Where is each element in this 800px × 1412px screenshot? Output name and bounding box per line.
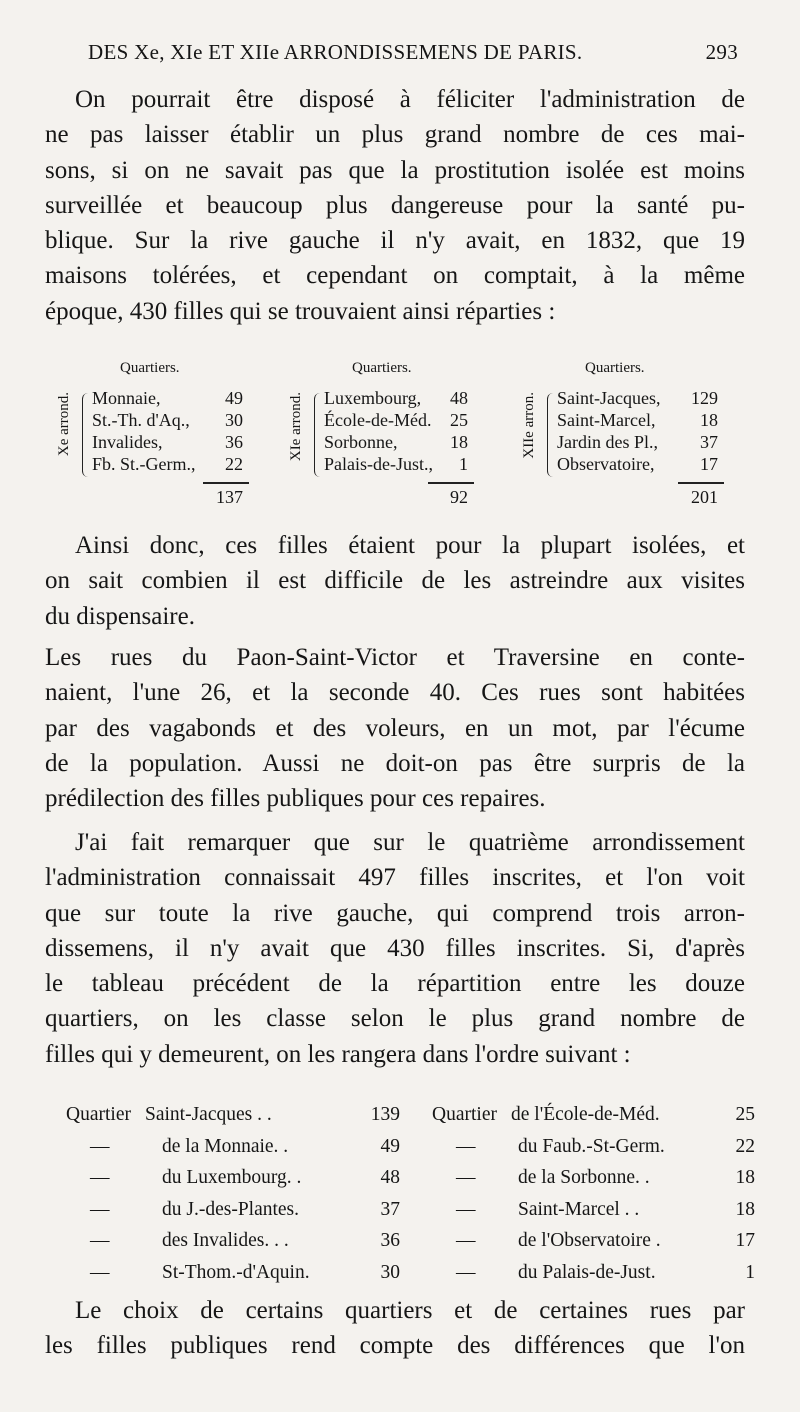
ranking-quartier: du J.-des-Plantes.: [162, 1198, 300, 1220]
ranking-prefix: —: [456, 1135, 476, 1157]
quartier-count: 1: [459, 454, 468, 474]
column-header: Quartiers.: [585, 360, 645, 376]
ranking-prefix: Quartier: [432, 1104, 497, 1125]
text-line: les filles publiques rend compte des différences que l'on: [45, 1332, 745, 1360]
ranking-quartier: Saint-Jacques . .: [145, 1104, 272, 1125]
group-total: 201: [691, 487, 718, 507]
text-line: Ainsi donc, ces filles étaient pour la plupart isolées, et: [75, 532, 745, 559]
quartier-count: 30: [225, 410, 243, 430]
ranking-count: 37: [380, 1198, 400, 1220]
quartier-count: 17: [700, 454, 718, 474]
sum-rule: [678, 482, 724, 484]
text-line: blique. Sur la rive gauche il n'y avait, en 1832, que 19: [45, 227, 745, 255]
group-total: 92: [450, 487, 468, 507]
quartier-name: Observatoire,: [557, 454, 655, 474]
ranking-quartier: de la Monnaie. .: [162, 1135, 289, 1157]
text-line: maisons tolérées, et cependant on comptait, à la même: [45, 262, 745, 290]
text-line: époque, 430 filles qui se trouvaient ainsi réparties :: [45, 297, 556, 325]
ranking-quartier: de l'École-de-Méd.: [511, 1104, 660, 1125]
ranking-quartier: Saint-Marcel . .: [518, 1198, 640, 1220]
text-line: prédilection des filles publiques pour ces repaires.: [45, 785, 546, 813]
text-line: On pourrait être disposé à féliciter l'administration de: [75, 86, 745, 113]
quartier-count: 18: [450, 432, 468, 452]
paragraph-5: [45, 1293, 745, 1364]
text-line: par des vagabonds et des voleurs, en un mot, par l'écume: [45, 714, 745, 742]
ranking-count: 139: [370, 1104, 400, 1125]
text-line: J'ai fait remarquer que sur le quatrième arrondissement: [75, 829, 745, 856]
ranking-count: 22: [735, 1135, 755, 1157]
arrondissement-label: Xe arrond.: [56, 392, 72, 457]
ranking-quartier: du Faub.-St-Germ.: [518, 1135, 665, 1157]
text-line: le tableau précédent de la répartition entre les douze: [45, 970, 745, 998]
ranking-prefix: Quartier: [66, 1104, 131, 1125]
ranking-quartier: de l'Observatoire .: [518, 1230, 661, 1251]
text-line: ne pas laisser établir un plus grand nombre de ces mai-: [45, 121, 745, 149]
sum-rule: [428, 482, 474, 484]
ranking-count: 1: [745, 1261, 755, 1283]
ranking-prefix: —: [90, 1198, 110, 1220]
quartier-name: Monnaie,: [92, 388, 161, 408]
text-line: on sait combien il est difficile de les astreindre aux visites: [45, 567, 745, 595]
quartier-name: St.-Th. d'Aq.,: [92, 410, 190, 430]
quartier-count: 25: [450, 410, 468, 430]
quartier-count: 22: [225, 454, 243, 474]
arrondissement-label: XIe arrond.: [288, 392, 304, 462]
text-line: quartiers, on les classe selon le plus grand nombre de: [45, 1005, 745, 1033]
ranking-prefix: —: [456, 1167, 476, 1188]
quartier-count: 36: [225, 432, 243, 452]
ranking-quartier: St-Thom.-d'Aquin.: [162, 1261, 310, 1283]
quartier-count: 18: [700, 410, 718, 430]
brace: [314, 393, 321, 477]
ranking-prefix: —: [90, 1230, 110, 1251]
column-header: Quartiers.: [120, 360, 180, 376]
running-head: [88, 40, 738, 65]
ranking-count: 49: [380, 1135, 400, 1157]
quartier-count: 37: [700, 432, 718, 452]
quartier-count: 49: [225, 388, 243, 408]
group-total: 137: [216, 487, 243, 507]
quartier-name: Fb. St.-Germ.,: [92, 454, 196, 474]
column-header: Quartiers.: [352, 360, 412, 376]
quartier-count: 48: [450, 388, 468, 408]
ranking-count: 17: [735, 1230, 755, 1251]
ranking-prefix: —: [456, 1198, 476, 1220]
quartier-name: Saint-Marcel,: [557, 410, 656, 430]
ranking-count: 30: [380, 1261, 400, 1283]
ranking-count: 48: [380, 1167, 400, 1188]
paragraph-3: [45, 640, 745, 816]
ranking-prefix: —: [90, 1261, 110, 1283]
text-line: dissemens, il n'y avait que 430 filles inscrites. Si, d'après: [45, 934, 745, 962]
quartier-table: [48, 360, 748, 520]
quartier-count: 129: [691, 388, 718, 408]
text-line: naient, l'une 26, et la seconde 40. Ces rues sont habitées: [45, 679, 745, 707]
ranking-count: 18: [735, 1198, 755, 1220]
paragraph-4: [45, 825, 745, 1072]
quartier-name: École-de-Méd.: [324, 410, 432, 430]
text-line: Les rues du Paon-Saint-Victor et Traversine en conte-: [45, 644, 745, 671]
text-line: du dispensaire.: [45, 602, 195, 630]
paragraph-1: [45, 82, 745, 329]
quartier-name: Saint-Jacques,: [557, 388, 661, 408]
ranking-count: 18: [735, 1167, 755, 1188]
ranking-prefix: —: [456, 1261, 476, 1283]
ranking-count: 25: [735, 1104, 755, 1125]
running-head-title: DES Xe, XIe ET XIIe ARRONDISSEMENS DE PARIS.: [88, 40, 583, 64]
brace: [547, 393, 554, 477]
text-line: l'administration connaissait 497 filles inscrites, et l'on voit: [45, 864, 745, 892]
ranking-prefix: —: [90, 1167, 110, 1188]
ranking-prefix: —: [90, 1135, 110, 1157]
text-line: sons, si on ne savait pas que la prostitution isolée est moins: [45, 156, 745, 184]
ranking-quartier: du Palais-de-Just.: [518, 1261, 656, 1283]
text-line: de la population. Aussi ne doit-on pas être surpris de la: [45, 749, 745, 777]
page-number: 293: [705, 40, 738, 64]
arrondissement-label: XIIe arron.: [521, 392, 537, 459]
text-line: que sur toute la rive gauche, qui comprend trois arron-: [45, 899, 745, 927]
text-line: filles qui y demeurent, on les rangera dans l'ordre suivant :: [45, 1040, 631, 1068]
text-line: surveillée et beaucoup plus dangereuse pour la santé pu-: [45, 191, 745, 219]
ranking-quartier: de la Sorbonne. .: [518, 1167, 650, 1188]
ranking-quartier: des Invalides. . .: [162, 1230, 289, 1251]
paragraph-2: [45, 528, 745, 634]
quartier-name: Palais-de-Just.,: [324, 454, 433, 474]
sum-rule: [203, 482, 249, 484]
quartier-name: Sorbonne,: [324, 432, 398, 452]
brace: [82, 393, 89, 477]
text-line: Le choix de certains quartiers et de certaines rues par: [75, 1297, 745, 1324]
quartier-name: Jardin des Pl.,: [557, 432, 658, 452]
ranking-quartier: du Luxembourg. .: [162, 1167, 302, 1188]
quartier-name: Invalides,: [92, 432, 163, 452]
ranking-prefix: —: [456, 1230, 476, 1251]
ranking-count: 36: [380, 1230, 400, 1251]
quartier-name: Luxembourg,: [324, 388, 422, 408]
